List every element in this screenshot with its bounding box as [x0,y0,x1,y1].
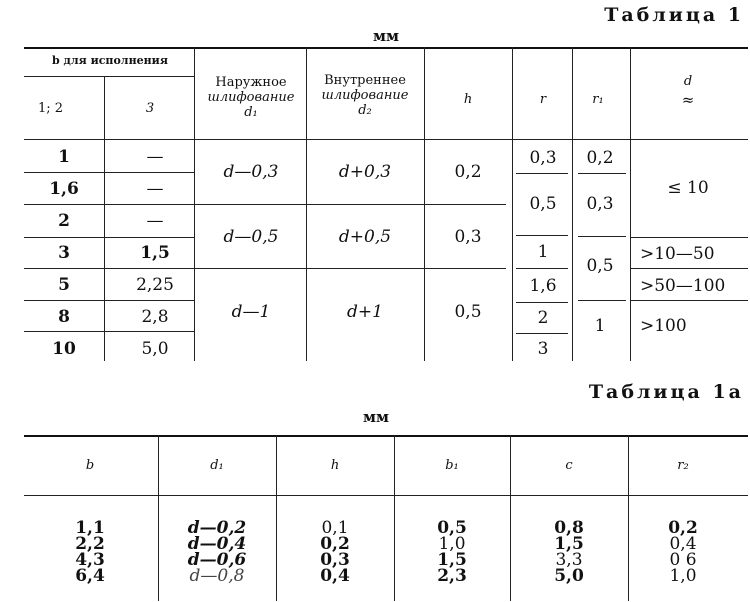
table1-d2-cell: d+0,5 [338,227,392,247]
table1-header-b-12: 1; 2 [38,101,64,116]
table1a-h-cell: 0,4 [320,566,350,586]
table1-d1-cell: d—0,5 [223,227,279,247]
table1-d-cell: >10—50 [640,244,715,264]
table1-row-rule [24,268,506,269]
table1-b12-cell: 10 [52,339,76,359]
table1-row-rule [516,302,568,303]
table1-b12-cell: 1 [58,147,70,167]
table1a-col-divider [158,435,159,601]
table1-b3-cell: — [146,179,164,199]
table1-b12-cell: 1,6 [49,179,79,199]
table1-row-rule [630,300,748,301]
table1-header-d1-line1: Наружное [215,75,287,90]
table1-b12-cell: 8 [58,307,70,327]
table1-header-h: h [463,92,473,107]
table1a-c-cell: 5,0 [554,566,584,586]
table1-r-cell: 2 [537,308,549,328]
table1-r1-cell: 0,5 [586,256,614,276]
table1-header-d-approx: ≈ [681,91,695,109]
table1a-header-r2: r₂ [677,458,689,473]
table1-header-b-group: b для исполнения [52,54,168,67]
table1-col-divider [630,47,631,361]
table1-row-rule [24,237,194,238]
table1-header-r1: r₁ [592,92,604,107]
table1a-b-cell: 2,2 [75,534,105,554]
table1-r-cell: 1 [537,242,549,262]
table1a-header-c: c [565,458,573,473]
table1a-header-b1: b₁ [445,458,459,473]
table1-row-rule [630,268,748,269]
table1-d2-cell: d+0,3 [338,162,392,182]
table1a-h-cell: 0,1 [321,518,349,538]
table1a-c-cell: 0,8 [554,518,584,538]
table1-d-cell: >50—100 [640,276,726,296]
table1a-c-cell: 3,3 [555,550,583,570]
table1a-header-rule [24,495,748,496]
table1-d-cell: ≤ 10 [667,178,709,198]
table1a-r2-cell: 0,2 [668,518,698,538]
table1-b12-cell: 5 [58,275,70,295]
table1-col-divider [572,47,573,361]
table1a-unit: мм [362,408,390,426]
table1-b12-cell: 2 [58,211,70,231]
table1-h-cell: 0,3 [454,227,482,247]
table1a-col-divider [510,435,511,601]
table1-header-b-3: 3 [145,101,155,116]
table1a-h-cell: 0,3 [320,550,350,570]
table1-r1-cell: 0,3 [586,194,614,214]
table1a-b1-cell: 1,0 [438,534,466,554]
table1-r1-cell: 0,2 [586,148,614,168]
table1-unit: мм [372,27,400,45]
table1a-b1-cell: 2,3 [437,566,467,586]
table1a-d1-cell: d—0,4 [187,534,247,554]
table1-b3-cell: 2,8 [141,307,169,327]
table1-b3-cell: 2,25 [136,275,174,295]
table1-header-d2-symbol: d₂ [358,103,372,118]
table1-row-rule [578,173,626,174]
table1-d2-cell: d+1 [347,302,383,322]
table1a-h-cell: 0,2 [320,534,350,554]
table1a-col-divider [628,435,629,601]
table1a-col-divider [394,435,395,601]
table1-d1-cell: d—0,3 [223,162,279,182]
table1-caption: Таблица 1 [604,4,744,26]
table1-r1-cell: 1 [594,316,606,336]
table1-b3-cell: 5,0 [141,339,169,359]
table1-b3-cell: 1,5 [140,243,170,263]
table1a-d1-cell: d—0,6 [187,550,247,570]
table1-r-cell: 0,5 [529,194,557,214]
table1a-col-divider [276,435,277,601]
table1a-b-cell: 4,3 [75,550,105,570]
table1-col-divider [104,76,105,361]
table1a-r2-cell: 0,4 [669,534,697,554]
table1a-r2-cell: 0 6 [669,550,697,570]
table1a-b-cell: 1,1 [75,518,105,538]
table1-h-cell: 0,5 [454,302,482,322]
table1-b12-cell: 3 [58,243,70,263]
table1-row-rule [578,300,626,301]
table1a-b1-cell: 1,5 [437,550,467,570]
table1a-caption: Таблица 1а [588,381,744,403]
table1a-r2-cell: 1,0 [669,566,697,586]
table1-row-rule [24,172,194,173]
table1-row-rule [516,173,568,174]
table1a-header-d1: d₁ [210,458,224,473]
table1-row-rule [516,268,568,269]
table1-header-d: d [683,74,693,89]
table1a-top-rule [24,435,748,437]
table1-header-rule [24,139,748,140]
table1-h-cell: 0,2 [454,162,482,182]
table1-r-cell: 1,6 [529,276,557,296]
table1a-b1-cell: 0,5 [437,518,467,538]
table1-r-cell: 3 [537,339,549,359]
table1-header-d1-line2: шлифование [207,90,295,105]
table1-header-d2-line2: шлифование [321,88,409,103]
table1-row-rule [578,236,626,237]
table1-row-rule [24,331,194,332]
table1-d-cell: >100 [640,316,687,336]
table1-col-divider [512,47,513,361]
table1-row-rule [516,235,568,236]
table1a-header-b: b [85,458,95,473]
table1-header-r: r [539,92,547,107]
table1a-b-cell: 6,4 [75,566,105,586]
table1a-header-h: h [330,458,340,473]
table1-b3-cell: — [146,147,164,167]
table1-r-cell: 0,3 [529,148,557,168]
table1-header-d1-symbol: d₁ [244,105,258,120]
table1-d1-cell: d—1 [231,302,271,322]
table1-b-group-rule [24,76,194,77]
table1-top-rule [24,47,748,49]
table1a-c-cell: 1,5 [554,534,584,554]
table1a-d1-cell: d—0,2 [187,518,247,538]
table1-row-rule [24,204,506,205]
table1-row-rule [516,333,568,334]
table1-b3-cell: — [146,211,164,231]
table1a-d1-cell: d—0,8 [189,566,245,586]
table1-row-rule [24,300,194,301]
table1-header-d2-line1: Внутреннее [324,73,406,88]
table1-row-rule [630,237,748,238]
